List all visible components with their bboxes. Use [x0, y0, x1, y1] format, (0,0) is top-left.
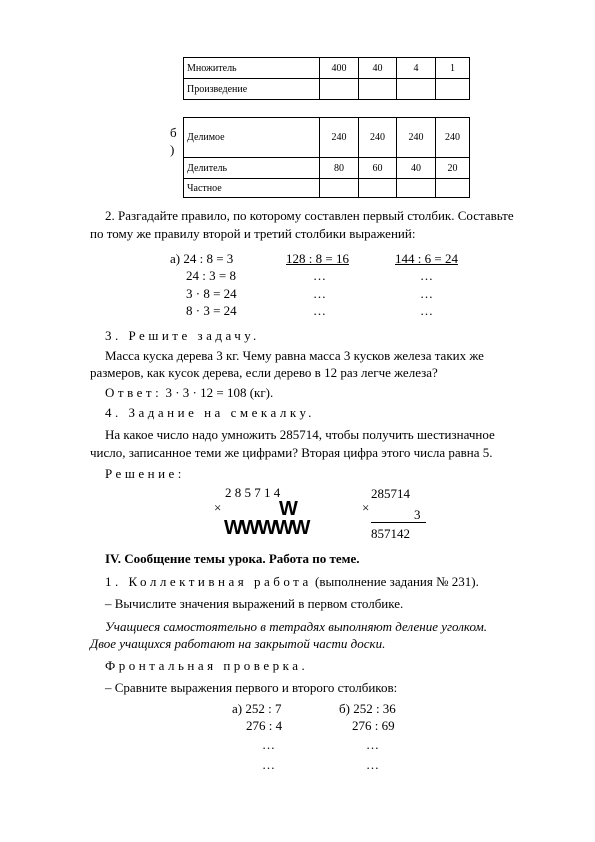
- table-cell: [397, 179, 436, 198]
- table-cell: 1: [436, 58, 470, 79]
- table-cell: 4: [397, 58, 436, 79]
- colA-row1: а) 252 : 7: [232, 701, 282, 716]
- task2-col1-row4: 8 · 3 = 24: [186, 303, 237, 318]
- table-cell: 240: [359, 118, 397, 158]
- table-b-label-top: б: [170, 125, 177, 140]
- colB-row4: …: [366, 757, 379, 772]
- colB-row2: 276 : 69: [352, 718, 395, 733]
- colA-row3: …: [262, 737, 275, 752]
- left-multiplicand: 2 8 5 7 1 4: [225, 485, 281, 500]
- task3-text-line2: размеров, как кусок дерева, если дерево в 12 раз легче железа?: [90, 365, 438, 380]
- table-cell: Делитель: [184, 158, 320, 179]
- table-cell: 40: [359, 58, 397, 79]
- table-b-label-bottom: ): [170, 142, 175, 157]
- table-cell: 240: [320, 118, 359, 158]
- table-cell: 240: [397, 118, 436, 158]
- table-cell: 40: [397, 158, 436, 179]
- table-cell: 20: [436, 158, 470, 179]
- task2-col3-row2: …: [420, 268, 433, 283]
- table-b: [183, 117, 470, 198]
- task2-col2-row4: …: [313, 303, 326, 318]
- right-multiplicand: 285714: [371, 486, 410, 501]
- task3-heading: 3. Решите задачу.: [105, 328, 260, 343]
- table-cell: [436, 179, 470, 198]
- table-cell: 60: [359, 158, 397, 179]
- table-cell: 240: [436, 118, 470, 158]
- task2-text-line1: 2. Разгадайте правило, по которому составлен первый столбик. Составьте: [105, 208, 514, 223]
- task2-col2-row2: …: [313, 268, 326, 283]
- frontal-check: Фронтальная проверка.: [105, 658, 309, 673]
- task4-heading: 4. Задание на смекалку.: [105, 405, 315, 420]
- table-cell: Произведение: [184, 79, 320, 100]
- item1: [105, 574, 479, 590]
- table-cell: [320, 179, 359, 198]
- task3-answer: [105, 385, 273, 401]
- task2-col2-row3: …: [313, 286, 326, 301]
- table-cell: 80: [320, 158, 359, 179]
- italic-line2: Двое учащихся работают на закрытой части доски.: [90, 636, 386, 651]
- task2-col3-row4: …: [420, 303, 433, 318]
- task2-text-line2: по тому же правилу второй и третий столбики выражений:: [90, 226, 416, 241]
- task2-col3-row3: …: [420, 286, 433, 301]
- table-a: [183, 57, 470, 100]
- task4-text-line2: число, записанное теми же цифрами? Вторая цифра этого числа равна 5.: [90, 445, 493, 460]
- item1-label: 1. Коллективная работа: [105, 574, 312, 589]
- colB-row1: б) 252 : 36: [339, 701, 396, 716]
- solution-label: Решение:: [105, 466, 185, 481]
- colA-row4: …: [262, 757, 275, 772]
- answer-value: 3 · 3 · 12 = 108 (кг).: [162, 385, 274, 400]
- table-cell: Множитель: [184, 58, 320, 79]
- right-multiplier: 3: [414, 507, 421, 522]
- task4-text-line1: На какое число надо умножить 285714, чтобы получить шестизначное: [105, 427, 495, 442]
- bullet2: – Сравните выражения первого и второго столбиков:: [105, 680, 398, 695]
- task3-text-line1: Масса куска дерева 3 кг. Чему равна масса 3 кусков железа таких же: [105, 348, 484, 363]
- table-cell: [436, 79, 470, 100]
- bullet1: – Вычислите значения выражений в первом столбике.: [105, 596, 404, 611]
- task2-col1-row3: 3 · 8 = 24: [186, 286, 237, 301]
- right-product-rule: [371, 522, 426, 523]
- colA-row2: 276 : 4: [246, 718, 283, 733]
- table-cell: [320, 79, 359, 100]
- task2-col1-row2: 24 : 3 = 8: [186, 268, 236, 283]
- left-w-result: WWWWW: [224, 517, 309, 539]
- section-title: IV. Сообщение темы урока. Работа по теме.: [105, 551, 360, 566]
- table-cell: [359, 179, 397, 198]
- right-product: 857142: [371, 526, 410, 541]
- table-cell: [397, 79, 436, 100]
- colB-row3: …: [366, 737, 379, 752]
- task2-col3-row1: 144 : 6 = 24: [395, 251, 458, 266]
- table-cell: [359, 79, 397, 100]
- right-times-sign: ×: [362, 500, 370, 515]
- italic-line1: Учащиеся самостоятельно в тетрадях выполняют деление уголком.: [105, 619, 488, 634]
- table-cell: Делимое: [184, 118, 320, 158]
- task2-col1-row1: а) 24 : 8 = 3: [170, 251, 234, 266]
- table-cell: Частное: [184, 179, 320, 198]
- item1-rest: (выполнение задания № 231).: [311, 574, 479, 589]
- table-cell: 400: [320, 58, 359, 79]
- task2-col2-row1: 128 : 8 = 16: [286, 251, 349, 266]
- answer-label: Ответ:: [105, 385, 163, 400]
- left-times-sign: ×: [214, 500, 222, 515]
- left-w-digit: W: [279, 498, 296, 520]
